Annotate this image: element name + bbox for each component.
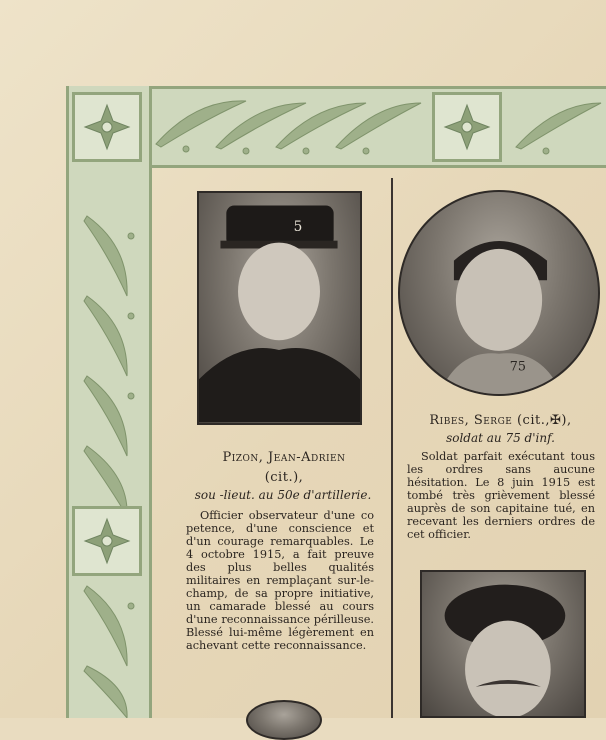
soldier-beret-portrait-icon [422, 572, 584, 716]
cross-rosette-icon [72, 506, 142, 576]
cross-rosette-icon [72, 92, 142, 162]
croix-de-guerre-icon: ✠ [549, 413, 562, 428]
entry-text-pizon: Officier observateur d'une co petence, d'une conscience et d'un courage remarquables. Le 4 octobre 1915, a fait preuve des plus belles qualités militaires en remplaçant sur-le-champ, de sa propre initiative, un camarade blessé au cours d'une reconnaissance périlleuse. Blessé lui-même légèrement en achevant cette reconnaissance. [186, 509, 374, 652]
entry-heading-ribes [395, 413, 606, 428]
citation-marker-ribes: (cit., [516, 413, 550, 428]
portrait-partial [246, 700, 322, 740]
column-divider [391, 178, 393, 718]
entry-name-pizon: Pizon, Jean-Adrien [222, 450, 346, 465]
entry-name-ribes: Ribes, Serge [429, 413, 513, 428]
laurel-leaf-icon [69, 86, 143, 718]
citation-marker-pizon: (cit.), [264, 470, 304, 485]
portrait-pizon [197, 191, 362, 425]
entry-text-ribes: Soldat parfait exécutant tous les ordres sans aucune hésitation. Le 8 juin 1915 est tombé très grièvement blessé auprès de son capitaine tué, en recevant les derniers ordres de cet officier. [407, 450, 595, 541]
cross-rosette-icon [432, 92, 502, 162]
collar-number: 75 [509, 359, 527, 375]
entry-rank-ribes: soldat au 75 d'inf. [446, 431, 555, 445]
ornamental-border-left [66, 86, 152, 718]
soldier-portrait-icon [400, 192, 598, 394]
entry-rank-pizon: sou -lieut. au 50e d'artillerie. [194, 488, 372, 502]
portrait-ribes [398, 190, 600, 396]
portrait-third [420, 570, 586, 718]
kepi-number: 5 [293, 218, 303, 235]
officer-portrait-icon [199, 193, 360, 423]
citation-close-ribes: ), [561, 413, 572, 428]
